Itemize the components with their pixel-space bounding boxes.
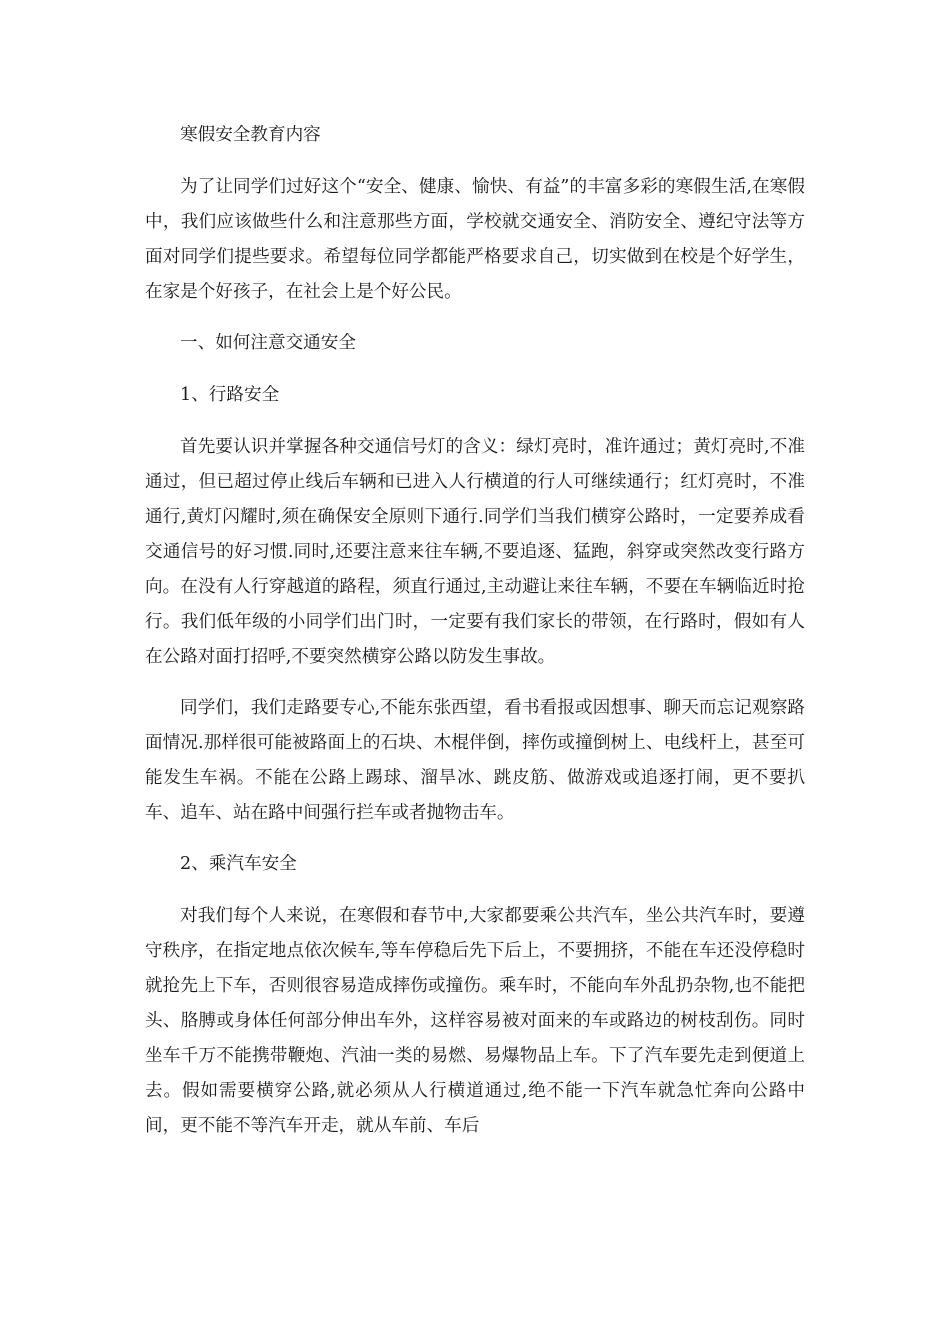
document-title: 寒假安全教育内容 — [180, 125, 321, 145]
intro-paragraph: 为了让同学们过好这个“安全、健康、愉快、有益”的丰富多彩的寒假生活,在寒假中，我们应该做些什么和注意那些方面，学校就交通安全、消防安全、遵纪守法等方面对同学们提些要求。希望每位同学都能严格要求自己，切实做到在校是个好学生，在家是个好孩子，在社会上是个好公民。 — [145, 177, 805, 302]
walking-safety-paragraph-2: 同学们，我们走路要专心,不能东张西望，看书看报或因想事、聊天而忘记观察路面情况.那样很可能被路面上的石块、木棍伴倒，摔伤或撞倒树上、电线杆上，甚至可能发生车祸。不能在公路上踢球、溜旱冰、跳皮筋、做游戏或追逐打闹，更不要扒车、追车、站在路中间强行拦车或者抛物击车。 — [145, 698, 805, 823]
subsection-heading-bus-safety: 2、乘汽车安全 — [180, 854, 297, 874]
subsection-heading-walking-safety: 1、行路安全 — [180, 385, 280, 405]
section-heading-traffic-safety: 一、如何注意交通安全 — [180, 333, 356, 353]
bus-safety-paragraph-1: 对我们每个人来说，在寒假和春节中,大家都要乘公共汽车，坐公共汽车时，要遵守秩序，在指定地点依次候车,等车停稳后先下后上，不要拥挤，不能在车还没停稳时就抢先上下车，否则很容易造成摔伤或撞伤。乘车时，不能向车外乱扔杂物,也不能把头、胳膊或身体任何部分伸出车外，这样容易被对面来的车或路边的树枝刮伤。同时坐车千万不能携带鞭炮、汽油一类的易燃、易爆物品上车。下了汽车要先走到便道上去。假如需要横穿公路,就必须从人行横道通过,绝不能一下汽车就急忙奔向公路中间，更不能不等汽车开走，就从车前、车后 — [145, 906, 805, 1136]
walking-safety-paragraph-1: 首先要认识并掌握各种交通信号灯的含义：绿灯亮时，准许通过；黄灯亮时,不准通过，但已超过停止线后车辆和已进入人行横道的行人可继续通行；红灯亮时，不准通行,黄灯闪耀时,须在确保安全原则下通行.同学们当我们横穿公路时，一定要养成看交通信号的好习惯.同时,还要注意来往车辆,不要追逐、猛跑，斜穿或突然改变行路方向。在没有人行穿越道的路程，须直行通过,主动避让来往车辆，不要在车辆临近时抢行。我们低年级的小同学们出门时，一定要有我们家长的带领，在行路时，假如有人在公路对面打招呼,不要突然横穿公路以防发生事故。 — [145, 437, 805, 667]
